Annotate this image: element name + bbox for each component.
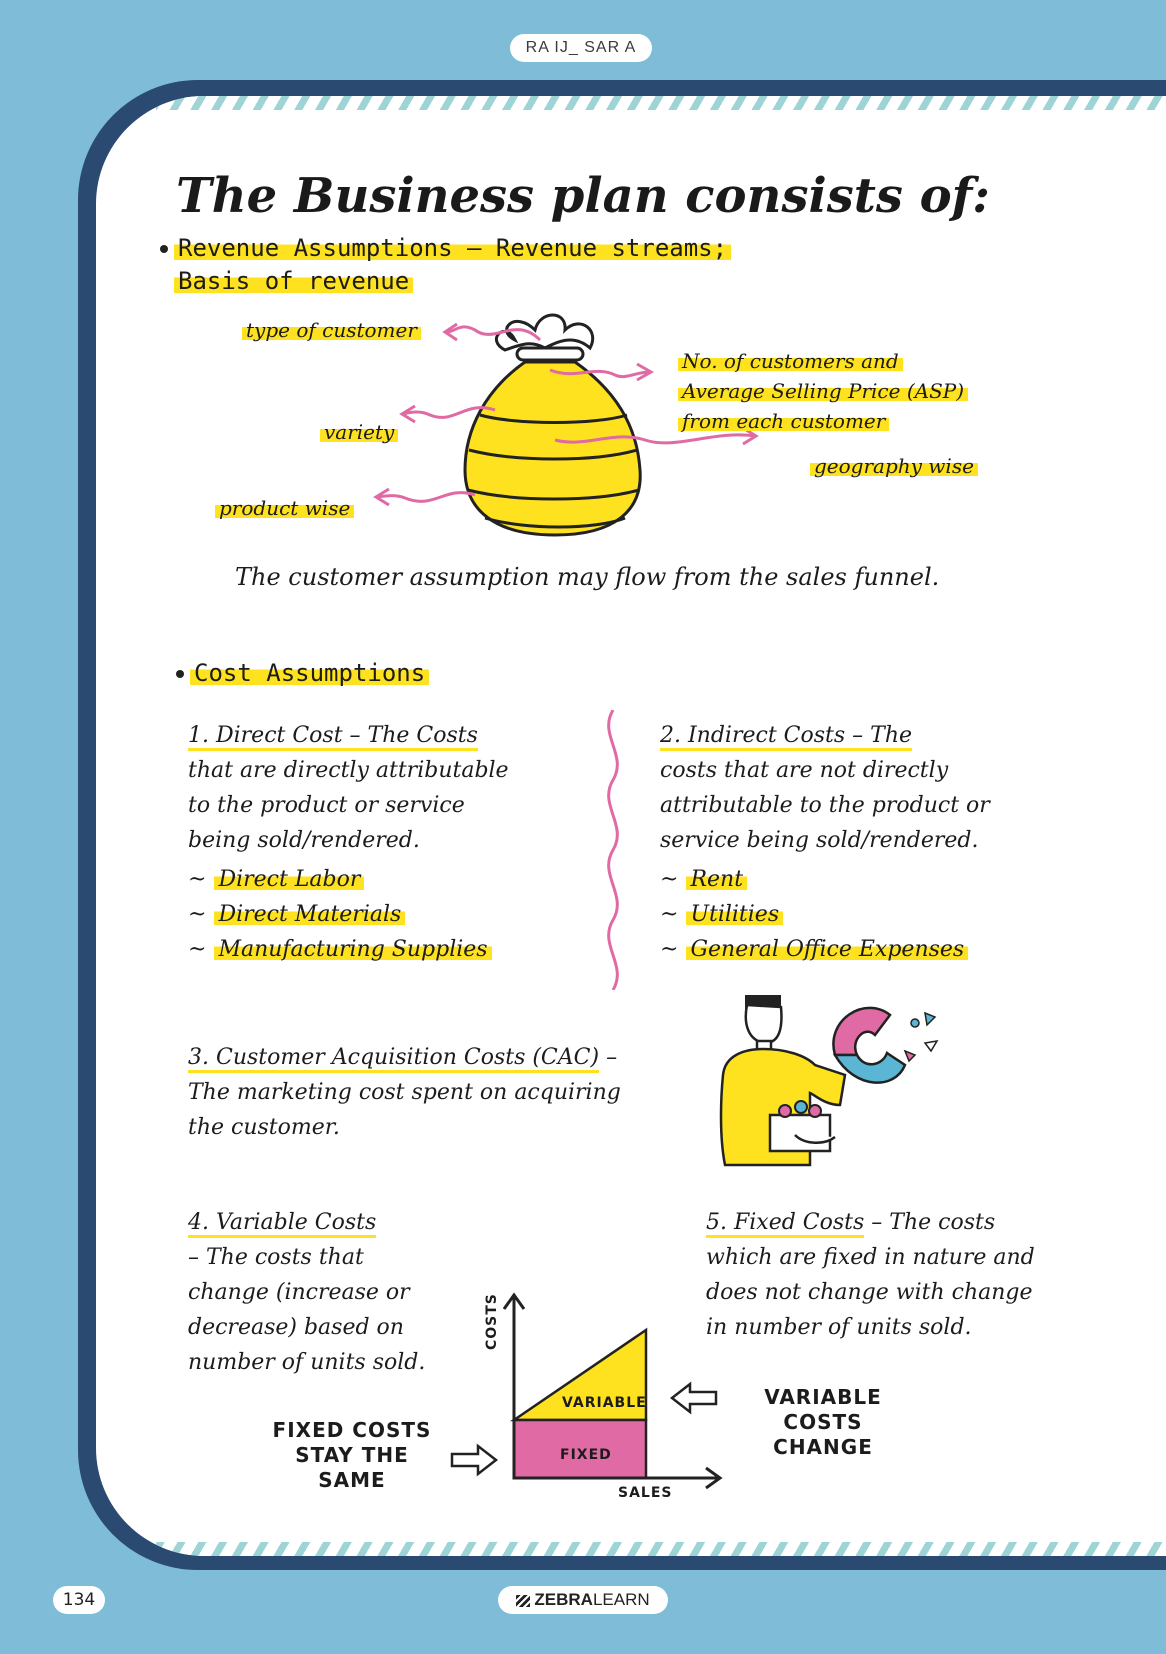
variable-cost-line: number of units sold. bbox=[188, 1350, 426, 1375]
label-type-of-customer: type of customer bbox=[242, 318, 421, 342]
revenue-heading bbox=[160, 232, 731, 298]
fixed-cost-block bbox=[706, 1205, 1106, 1345]
direct-cost-list bbox=[188, 862, 588, 967]
page-title: The Business plan consists of: bbox=[176, 168, 991, 224]
x-axis-label: SALES bbox=[618, 1485, 673, 1501]
fixed-cost-head-rest: – The costs bbox=[864, 1210, 996, 1235]
fixed-label: FIXED bbox=[560, 1447, 612, 1463]
zebra-icon bbox=[516, 1595, 530, 1607]
revenue-heading-line2: Basis of revenue bbox=[174, 267, 413, 295]
direct-cost-line: being sold/rendered. bbox=[188, 828, 420, 853]
cac-line: the customer. bbox=[188, 1115, 340, 1140]
fixed-cost-line: in number of units sold. bbox=[706, 1315, 972, 1340]
variable-cost-block bbox=[188, 1205, 478, 1380]
label-product-wise: product wise bbox=[215, 496, 354, 520]
direct-cost-block bbox=[188, 718, 588, 967]
top-stripe-border bbox=[156, 96, 1166, 110]
list-item: ~ Direct Materials bbox=[188, 897, 588, 932]
list-item: ~ Direct Labor bbox=[188, 862, 588, 897]
cost-heading: Cost Assumptions bbox=[176, 657, 429, 690]
indirect-cost-line: attributable to the product or bbox=[660, 793, 990, 818]
magnet-icon bbox=[833, 1008, 937, 1083]
indirect-cost-line: costs that are not directly bbox=[660, 758, 949, 783]
wavy-divider bbox=[598, 710, 628, 990]
direct-cost-line: that are directly attributable bbox=[188, 758, 509, 783]
indirect-cost-line: service being sold/rendered. bbox=[660, 828, 979, 853]
arrow-left-icon bbox=[668, 1380, 720, 1416]
bullet-dot bbox=[176, 670, 184, 678]
label-geography-wise: geography wise bbox=[810, 454, 978, 478]
person-icon bbox=[721, 995, 845, 1165]
bottom-stripe-border bbox=[156, 1542, 1166, 1556]
direct-cost-head: 1. Direct Cost – The Costs bbox=[188, 723, 478, 751]
page-number: 134 bbox=[53, 1586, 105, 1614]
variable-cost-line: – The costs that bbox=[188, 1245, 364, 1270]
revenue-note: The customer assumption may flow from the sales funnel. bbox=[235, 563, 940, 591]
y-axis-label: COSTS bbox=[484, 1293, 500, 1350]
list-item: ~ Manufacturing Supplies bbox=[188, 932, 588, 967]
bullet-dot bbox=[160, 245, 168, 253]
fixed-cost-line: which are fixed in nature and bbox=[706, 1245, 1035, 1270]
magnet-person-illustration bbox=[715, 995, 955, 1185]
money-bag-icon bbox=[465, 315, 640, 535]
cac-head: 3. Customer Acquisition Costs (CAC) bbox=[188, 1045, 599, 1073]
cac-dash: – bbox=[599, 1045, 618, 1070]
arrow-right-icon bbox=[448, 1442, 500, 1478]
variable-cost-line: change (increase or bbox=[188, 1280, 410, 1305]
fixed-cost-line: does not change with change bbox=[706, 1280, 1033, 1305]
list-item: ~ General Office Expenses bbox=[660, 932, 1080, 967]
variable-costs-change-note: VARIABLE COSTS CHANGE bbox=[764, 1385, 882, 1459]
header-tag: RA IJ_ SAR A bbox=[510, 34, 652, 62]
indirect-cost-list bbox=[660, 862, 1080, 967]
direct-cost-line: to the product or service bbox=[188, 793, 465, 818]
fixed-cost-head: 5. Fixed Costs bbox=[706, 1210, 864, 1238]
variable-label: VARIABLE bbox=[562, 1395, 647, 1411]
variable-cost-line: decrease) based on bbox=[188, 1315, 404, 1340]
label-variety: variety bbox=[320, 420, 398, 444]
list-item: ~ Utilities bbox=[660, 897, 1080, 932]
revenue-heading-line1: Revenue Assumptions – Revenue streams; bbox=[174, 234, 731, 262]
brand-logo: ZEBRALEARN bbox=[498, 1586, 668, 1614]
list-item: ~ Rent bbox=[660, 862, 1080, 897]
variable-cost-head: 4. Variable Costs bbox=[188, 1210, 376, 1238]
indirect-cost-block bbox=[660, 718, 1080, 967]
indirect-cost-head: 2. Indirect Costs – The bbox=[660, 723, 912, 751]
cac-line: The marketing cost spent on acquiring bbox=[188, 1080, 621, 1105]
cac-block bbox=[188, 1040, 688, 1145]
label-customers-asp: No. of customers and Average Selling Price (ASP) from each customer bbox=[678, 346, 968, 436]
fixed-costs-same-note: FIXED COSTS STAY THE SAME bbox=[272, 1418, 432, 1492]
